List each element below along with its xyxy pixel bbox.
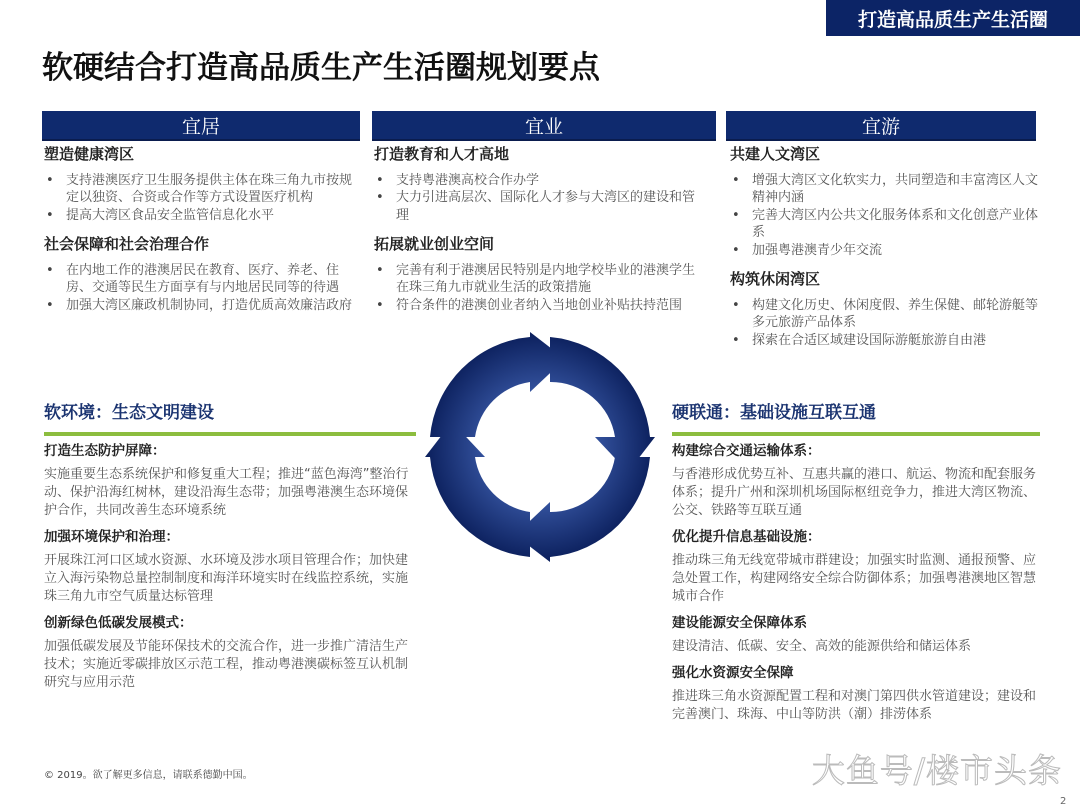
block-heading: 创新绿色低碳发展模式： [44, 615, 193, 631]
group-title: 塑造健康湾区 [44, 145, 135, 163]
bullet-list [374, 262, 704, 315]
block-text: 推动珠三角无线宽带城市群建设；加强实时监测、通报预警、应急处置工作，构建网络安全综合防御体系；加强粤港澳地区智慧城市合作 [672, 553, 1037, 604]
group-title: 拓展就业创业空间 [374, 235, 495, 253]
watermark: 大鱼号/楼市头条 [811, 751, 1062, 790]
list-item: • 支持粤港澳高校合作办学 [374, 172, 704, 190]
list-item: • 提高大湾区食品安全监管信息化水平 [44, 207, 362, 225]
green-divider [672, 432, 1040, 436]
column-business [374, 146, 704, 326]
group-title: 打造教育和人才高地 [374, 145, 510, 163]
bullet-list [374, 172, 704, 225]
hard-section-title: 硬联通：基础设施互联互通 [672, 403, 876, 423]
list-item: • 大力引进高层次、国际化人才参与大湾区的建设和管理 [374, 189, 704, 224]
list-item: • 完善大湾区内公共文化服务体系和文化创意产业体系 [730, 207, 1040, 242]
group-title: 社会保障和社会治理合作 [44, 235, 210, 253]
cycle-arrows-icon [425, 332, 655, 562]
green-divider [44, 432, 416, 436]
block-text: 与香港形成优势互补、互惠共赢的港口、航运、物流和配套服务体系；提升广州和深圳机场国际枢纽竞争力，推进大湾区物流、公交、铁路等互联互通 [672, 467, 1037, 518]
block-heading: 打造生态防护屏障： [44, 443, 166, 459]
column-livable [44, 146, 362, 326]
bullet-list [730, 172, 1040, 260]
list-item: • 增强大湾区文化软实力，共同塑造和丰富湾区人文精神内涵 [730, 172, 1040, 207]
soft-section-title: 软环境：生态文明建设 [44, 403, 214, 423]
page-title: 软硬结合打造高品质生产生活圈规划要点 [42, 50, 600, 86]
block-heading: 构建综合交通运输体系： [672, 443, 821, 459]
list-item: • 符合条件的港澳创业者纳入当地创业补贴扶持范围 [374, 297, 704, 315]
column-travel [730, 146, 1040, 361]
block-heading: 建设能源安全保障体系 [672, 615, 807, 631]
block-text: 加强低碳发展及节能环保技术的交流合作，进一步推广清洁生产技术；实施近零碳排放区示范工程，推动粤港澳碳标签互认机制研究与应用示范 [44, 639, 409, 690]
block-heading: 加强环境保护和治理： [44, 529, 179, 545]
group-title: 构筑休闲湾区 [730, 270, 821, 288]
column-header-livable: 宜居 [42, 111, 360, 141]
bullet-list [730, 297, 1040, 350]
block-text: 实施重要生态系统保护和修复重大工程；推进“蓝色海湾”整治行动、保护沿海红树林，建设沿海生态带；加强粤港澳生态环境保护合作，共同改善生态环境系统 [44, 467, 409, 518]
column-header-business: 宜业 [372, 111, 716, 141]
list-item: • 构建文化历史、休闲度假、养生保健、邮轮游艇等多元旅游产品体系 [730, 297, 1040, 332]
block-text: 开展珠江河口区域水资源、水环境及涉水项目管理合作；加快建立入海污染物总量控制制度和海洋环境实时在线监控系统，实施珠三角九市空气质量达标管理 [44, 553, 409, 604]
list-item: • 加强大湾区廉政机制协同，打造优质高效廉洁政府 [44, 297, 362, 315]
block-heading: 优化提升信息基础设施： [672, 529, 821, 545]
group-title: 共建人文湾区 [730, 145, 821, 163]
bullet-list [44, 172, 362, 225]
list-item: • 探索在合适区域建设国际游艇旅游自由港 [730, 332, 1040, 350]
footer-copyright: © 2019。欲了解更多信息，请联系德勤中国。 [44, 770, 253, 781]
section-tag: 打造高品质生产生活圈 [826, 0, 1080, 36]
page-number: 2 [1060, 796, 1067, 807]
list-item: • 支持港澳医疗卫生服务提供主体在珠三角九市按规定以独资、合资或合作等方式设置医疗机构 [44, 172, 362, 207]
block-heading: 强化水资源安全保障 [672, 665, 794, 681]
block-text: 建设清洁、低碳、安全、高效的能源供给和储运体系 [672, 639, 972, 654]
block-text: 推进珠三角水资源配置工程和对澳门第四供水管道建设；建设和完善澳门、珠海、中山等防洪（潮）排涝体系 [672, 689, 1037, 722]
hard-connectivity-section [672, 404, 1040, 732]
soft-environment-section [44, 404, 416, 700]
list-item: • 在内地工作的港澳居民在教育、医疗、养老、住房、交通等民生方面享有与内地居民同等的待遇 [44, 262, 362, 297]
bullet-list [44, 262, 362, 315]
list-item: • 完善有利于港澳居民特别是内地学校毕业的港澳学生在珠三角九市就业生活的政策措施 [374, 262, 704, 297]
list-item: • 加强粤港澳青少年交流 [730, 242, 1040, 260]
column-header-travel: 宜游 [726, 111, 1036, 141]
